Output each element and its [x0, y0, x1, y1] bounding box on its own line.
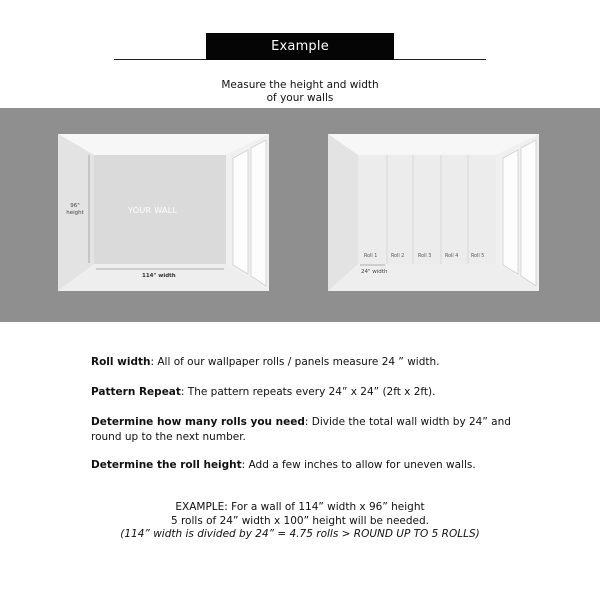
subtitle-line-1: Measure the height and width: [221, 79, 379, 91]
info-pattern-repeat: Pattern Repeat: The pattern repeats every 24” x 24” (2ft x 2ft).: [91, 386, 436, 398]
info-rolls-needed: Determine how many rolls you need: Divide the total wall width by 24” and round up to the next number.: [91, 416, 511, 443]
roll-label: Roll 4: [445, 254, 459, 259]
example-line-3: (114” width is divided by 24” = 4.75 rolls > ROUND UP TO 5 ROLLS): [120, 528, 480, 540]
room-drawing: [328, 134, 539, 291]
example-block: [80, 501, 520, 542]
subtitle-line-2: of your walls: [266, 92, 334, 104]
roll-label: Roll 5: [471, 254, 485, 259]
page-title: Example: [206, 33, 394, 60]
width-label: 114" width: [142, 273, 176, 279]
height-label: 96" height: [66, 203, 84, 216]
roll-label: Roll 3: [418, 254, 432, 259]
roll-label: Roll 1: [364, 254, 378, 259]
room-illustration-measure: [58, 134, 269, 291]
roll-label: Roll 2: [391, 254, 405, 259]
your-wall-label: YOUR WALL: [128, 206, 178, 215]
roll-width-label: 24" width: [361, 269, 388, 275]
example-line-2: 5 rolls of 24” width x 100” height will be needed.: [170, 514, 430, 527]
example-line-1: EXAMPLE: For a wall of 114” width x 96” height: [175, 501, 425, 513]
info-roll-height: Determine the roll height: Add a few inches to allow for uneven walls.: [91, 459, 476, 471]
info-roll-width: Roll width: All of our wallpaper rolls / panels measure 24 ” width.: [91, 356, 440, 368]
room-illustration-rolls: [328, 134, 539, 291]
subtitle: [150, 79, 450, 105]
